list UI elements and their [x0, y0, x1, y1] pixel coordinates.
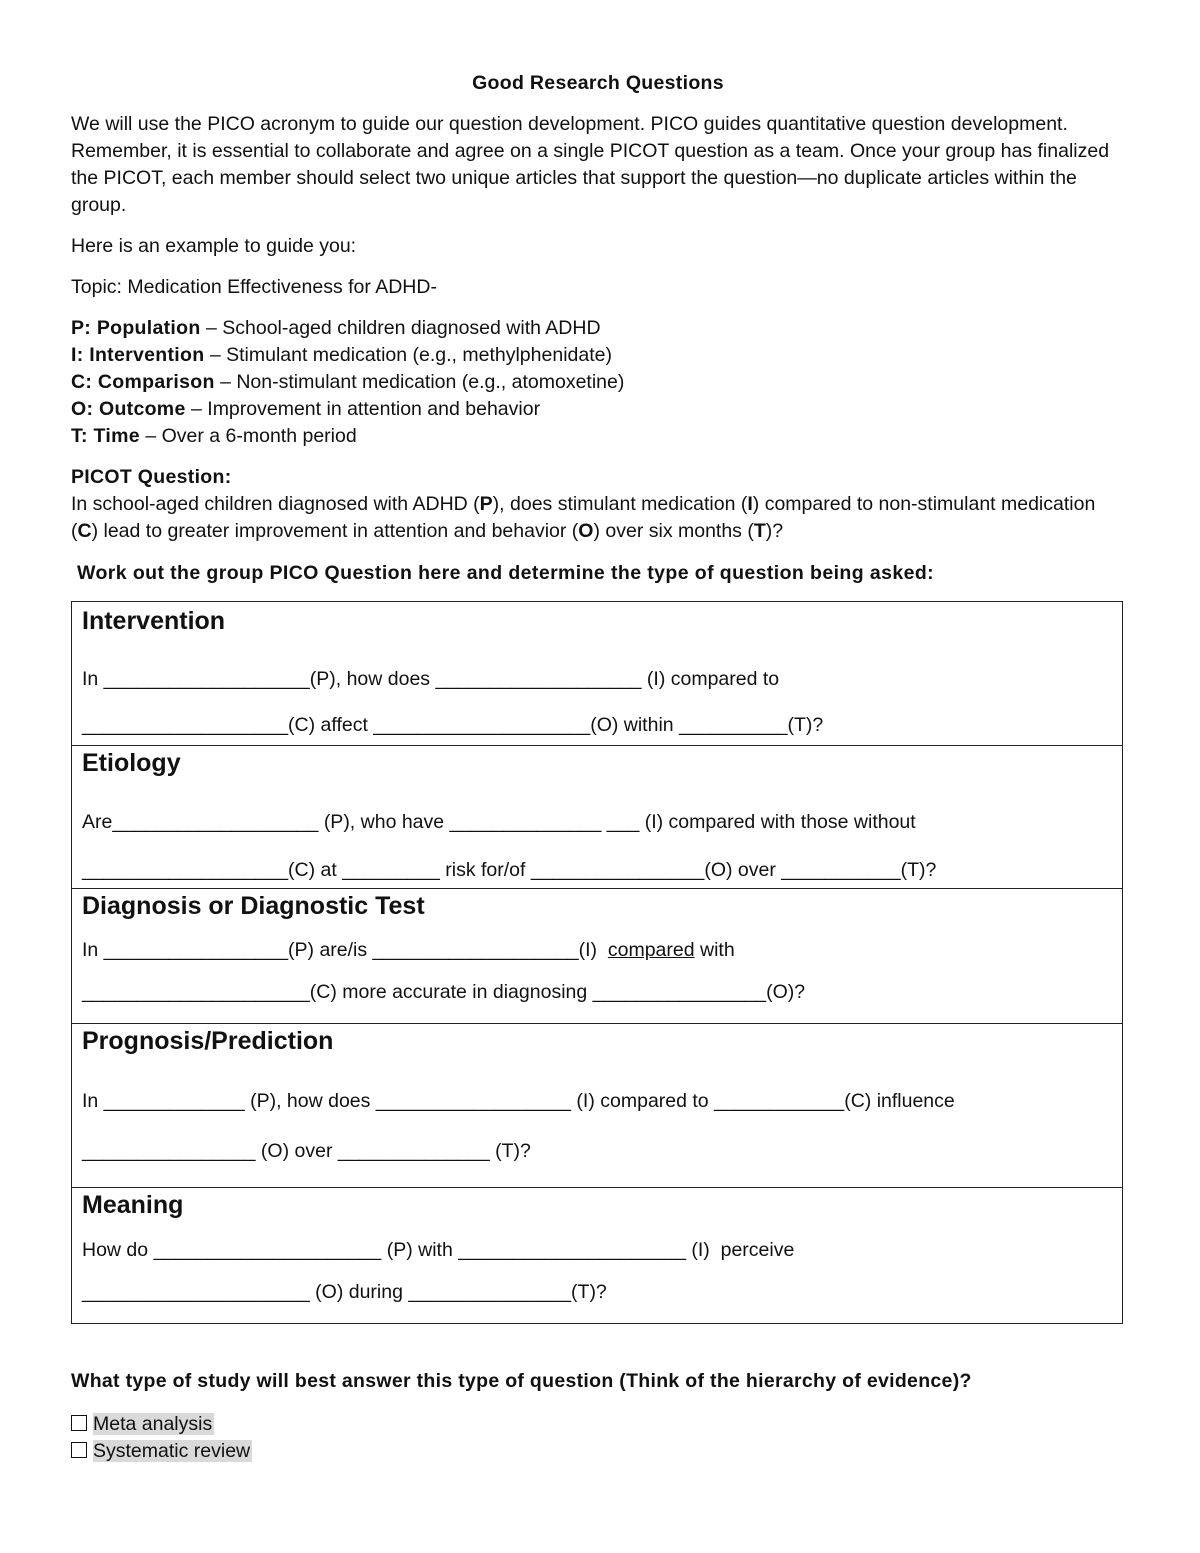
document-title: Good Research Questions — [472, 72, 724, 94]
pico-outcome: O: Outcome – Improvement in attention and behavior — [71, 398, 541, 420]
template-line: In _________________(P) are/is ___________________(I) compared with — [82, 939, 735, 961]
template-meaning[interactable] — [72, 1188, 1122, 1323]
pico-intervention: I: Intervention – Stimulant medication (e.g., methylphenidate) — [71, 344, 612, 366]
template-line: ___________________(C) affect ____________________(O) within __________(T)? — [82, 714, 824, 736]
document-page — [71, 70, 1125, 1465]
template-heading: Intervention — [82, 607, 226, 635]
option-meta-analysis[interactable]: Meta analysis — [71, 1412, 214, 1437]
checkbox-icon[interactable] — [71, 1415, 87, 1431]
template-intervention[interactable] — [72, 602, 1122, 746]
work-prompt: Work out the group PICO Question here and determine the type of question being asked: — [77, 562, 935, 584]
picot-question-heading: PICOT Question: — [71, 466, 232, 488]
intro-paragraph: We will use the PICO acronym to guide our question development. PICO guides quantitative question development. Remember, it is essential to collaborate and agree on a single PICOT question as a team. Once your group has finalized the PICOT, each member should select two unique articles that support the question—no duplicate articles within the group. — [71, 113, 1110, 216]
template-line: ________________ (O) over ______________ (T)? — [82, 1140, 531, 1162]
pico-example-list — [71, 315, 1125, 450]
template-etiology[interactable] — [72, 746, 1122, 889]
study-type-question: What type of study will best answer this type of question (Think of the hierarchy of evidence)? — [71, 1370, 972, 1392]
study-options — [71, 1411, 1125, 1465]
template-prognosis[interactable] — [72, 1024, 1122, 1188]
pico-population: P: Population – School-aged children diagnosed with ADHD — [71, 317, 601, 339]
template-heading: Diagnosis or Diagnostic Test — [82, 892, 425, 920]
template-diagnosis[interactable] — [72, 889, 1122, 1024]
example-topic: Topic: Medication Effectiveness for ADHD- — [71, 276, 437, 298]
template-line: ___________________(C) at _________ risk for/of ________________(O) over ___________(T)? — [82, 859, 937, 881]
option-systematic-review[interactable]: Systematic review — [71, 1439, 252, 1464]
checkbox-icon[interactable] — [71, 1442, 87, 1458]
template-heading: Prognosis/Prediction — [82, 1027, 334, 1055]
template-line: In ___________________(P), how does ___________________ (I) compared to — [82, 668, 780, 690]
example-lead: Here is an example to guide you: — [71, 235, 357, 257]
template-line: _____________________ (O) during _______________(T)? — [82, 1281, 607, 1303]
template-line: How do _____________________ (P) with _____________________ (I) perceive — [82, 1239, 795, 1261]
question-templates-table — [71, 601, 1123, 1324]
pico-time: T: Time – Over a 6-month period — [71, 425, 357, 447]
template-line: In _____________ (P), how does __________________ (I) compared to ____________(C) influence — [82, 1090, 955, 1112]
template-heading: Meaning — [82, 1191, 184, 1219]
template-heading: Etiology — [82, 749, 181, 777]
picot-question-text: In school-aged children diagnosed with ADHD (P), does stimulant medication (I) compared to non-stimulant medication (C) lead to greater improvement in attention and behavior (O) over six months (T)? — [71, 493, 1096, 542]
pico-comparison: C: Comparison – Non-stimulant medication (e.g., atomoxetine) — [71, 371, 625, 393]
template-line: Are___________________ (P), who have ______________ ___ (I) compared with those without — [82, 811, 916, 833]
template-line: _____________________(C) more accurate in diagnosing ________________(O)? — [82, 981, 806, 1003]
